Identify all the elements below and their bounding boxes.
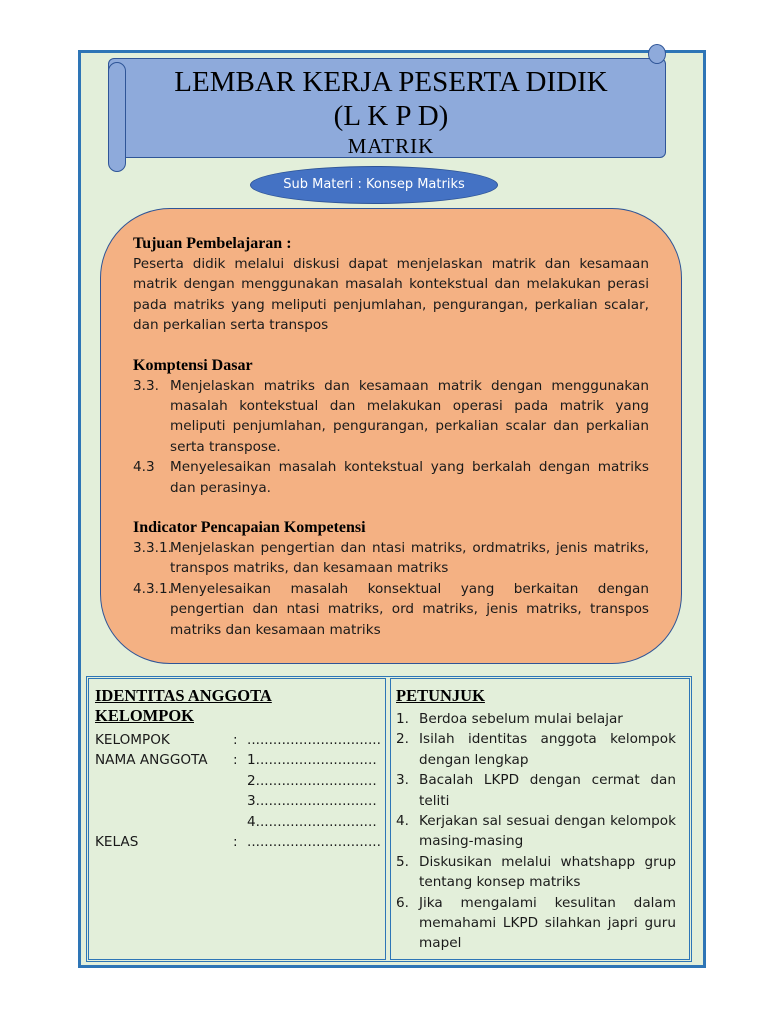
kompetensi-num: 3.3.	[133, 377, 159, 394]
list-num: 6.	[396, 894, 409, 911]
list-text: Bacalah LKPD dengan cermat dan teliti	[419, 772, 676, 809]
nama-label: NAMA ANGGOTA	[95, 752, 208, 769]
page-title: LEMBAR KERJA PESERTA DIDIK	[174, 66, 608, 98]
page-title-abbrev: (L K P D)	[333, 100, 449, 132]
nama-row	[95, 750, 380, 770]
identitas-section	[95, 686, 380, 852]
tujuan-text: Peserta didik melalui diskusi dapat menjelaskan matrik dan kesamaan matrik dengan menggunakan masalah kontekstual dan melakukan perasi pada matriks yang meliputi penjumlahan, pengurangan, perkalian scalar, dan perkalian serta transpos	[133, 256, 649, 334]
tujuan-heading: Tujuan Pembelajaran :	[133, 235, 292, 252]
list-item	[396, 709, 676, 729]
list-num: 4.	[396, 813, 409, 830]
kelas-label: KELAS	[95, 833, 139, 850]
list-text: Berdoa sebelum mulai belajar	[419, 711, 623, 727]
list-text: Kerjakan sal sesuai dengan kelompok masing-masing	[419, 813, 676, 850]
list-item	[396, 893, 676, 954]
kelompok-field[interactable]: ...............................	[247, 732, 381, 748]
objectives-content	[133, 234, 649, 640]
indikator-num: 4.3.1.	[133, 580, 172, 597]
indikator-item	[133, 579, 649, 640]
nama-field-3[interactable]: 3............................	[247, 793, 377, 810]
list-text: Diskusikan melalui whatshapp grup tentang konsep matriks	[419, 853, 676, 891]
kelas-row	[95, 832, 380, 852]
nama-row	[95, 771, 380, 791]
nama-field-4[interactable]: 4............................	[247, 813, 377, 830]
nama-row	[95, 812, 380, 832]
kompetensi-item	[133, 376, 649, 458]
scroll-curl-left	[108, 62, 126, 172]
nama-row	[95, 791, 380, 811]
list-num: 3.	[396, 772, 409, 789]
identitas-heading-2: KELOMPOK	[95, 706, 194, 725]
list-text: Isilah identitas anggota kelompok dengan lengkap	[419, 731, 676, 768]
list-num: 2.	[396, 731, 409, 748]
petunjuk-heading: PETUNJUK	[396, 686, 485, 705]
kompetensi-text: Menjelaskan matriks dan kesamaan matrik dengan menggunakan masalah kontekstual dan melakukan operasi pada matrik yang meliputi penjumlahan, pengurangan, perkalian scalar dan perkalian serta transpose.	[170, 377, 649, 455]
nama-field-2[interactable]: 2............................	[247, 772, 377, 789]
nama-field-1[interactable]: 1............................	[247, 752, 377, 769]
kelas-field[interactable]: ...............................	[247, 833, 381, 850]
petunjuk-section	[396, 686, 676, 954]
page-subtitle: MATRIK	[347, 134, 435, 158]
colon: :	[233, 732, 238, 748]
list-item	[396, 811, 676, 852]
kelompok-label: KELOMPOK	[95, 732, 170, 748]
kompetensi-heading: Komptensi Dasar	[133, 356, 253, 374]
list-item	[396, 770, 676, 811]
identitas-heading: IDENTITAS ANGGOTA	[95, 686, 272, 705]
list-item	[396, 852, 676, 893]
kompetensi-item	[133, 457, 649, 498]
indikator-text: Menyelesaikan masalah konsektual yang berkaitan dengan pengertian dan ntasi matriks, ord matriks, jenis matriks, transpos matriks dan kesamaan matriks	[170, 580, 649, 638]
scroll-curl-right	[648, 44, 666, 64]
kelompok-row	[95, 730, 380, 750]
indikator-item	[133, 538, 649, 579]
sub-materi-badge: Sub Materi : Konsep Matriks	[250, 166, 498, 204]
colon: :	[233, 833, 238, 850]
colon: :	[233, 752, 238, 769]
list-num: 5.	[396, 853, 409, 870]
list-item	[396, 729, 676, 770]
kompetensi-text: Menyelesaikan masalah kontekstual yang berkalah dengan matriks dan perasinya.	[170, 459, 649, 496]
indikator-heading: Indicator Pencapaian Kompetensi	[133, 519, 366, 537]
indikator-text: Menjelaskan pengertian dan ntasi matriks, ordmatriks, jenis matriks, transpos matriks, dan kesamaan matriks	[170, 540, 649, 577]
kompetensi-num: 4.3	[133, 459, 155, 476]
indikator-num: 3.3.1.	[133, 540, 172, 557]
list-text: Jika mengalami kesulitan dalam memahami LKPD silahkan japri guru mapel	[419, 894, 676, 952]
list-num: 1.	[396, 711, 409, 727]
